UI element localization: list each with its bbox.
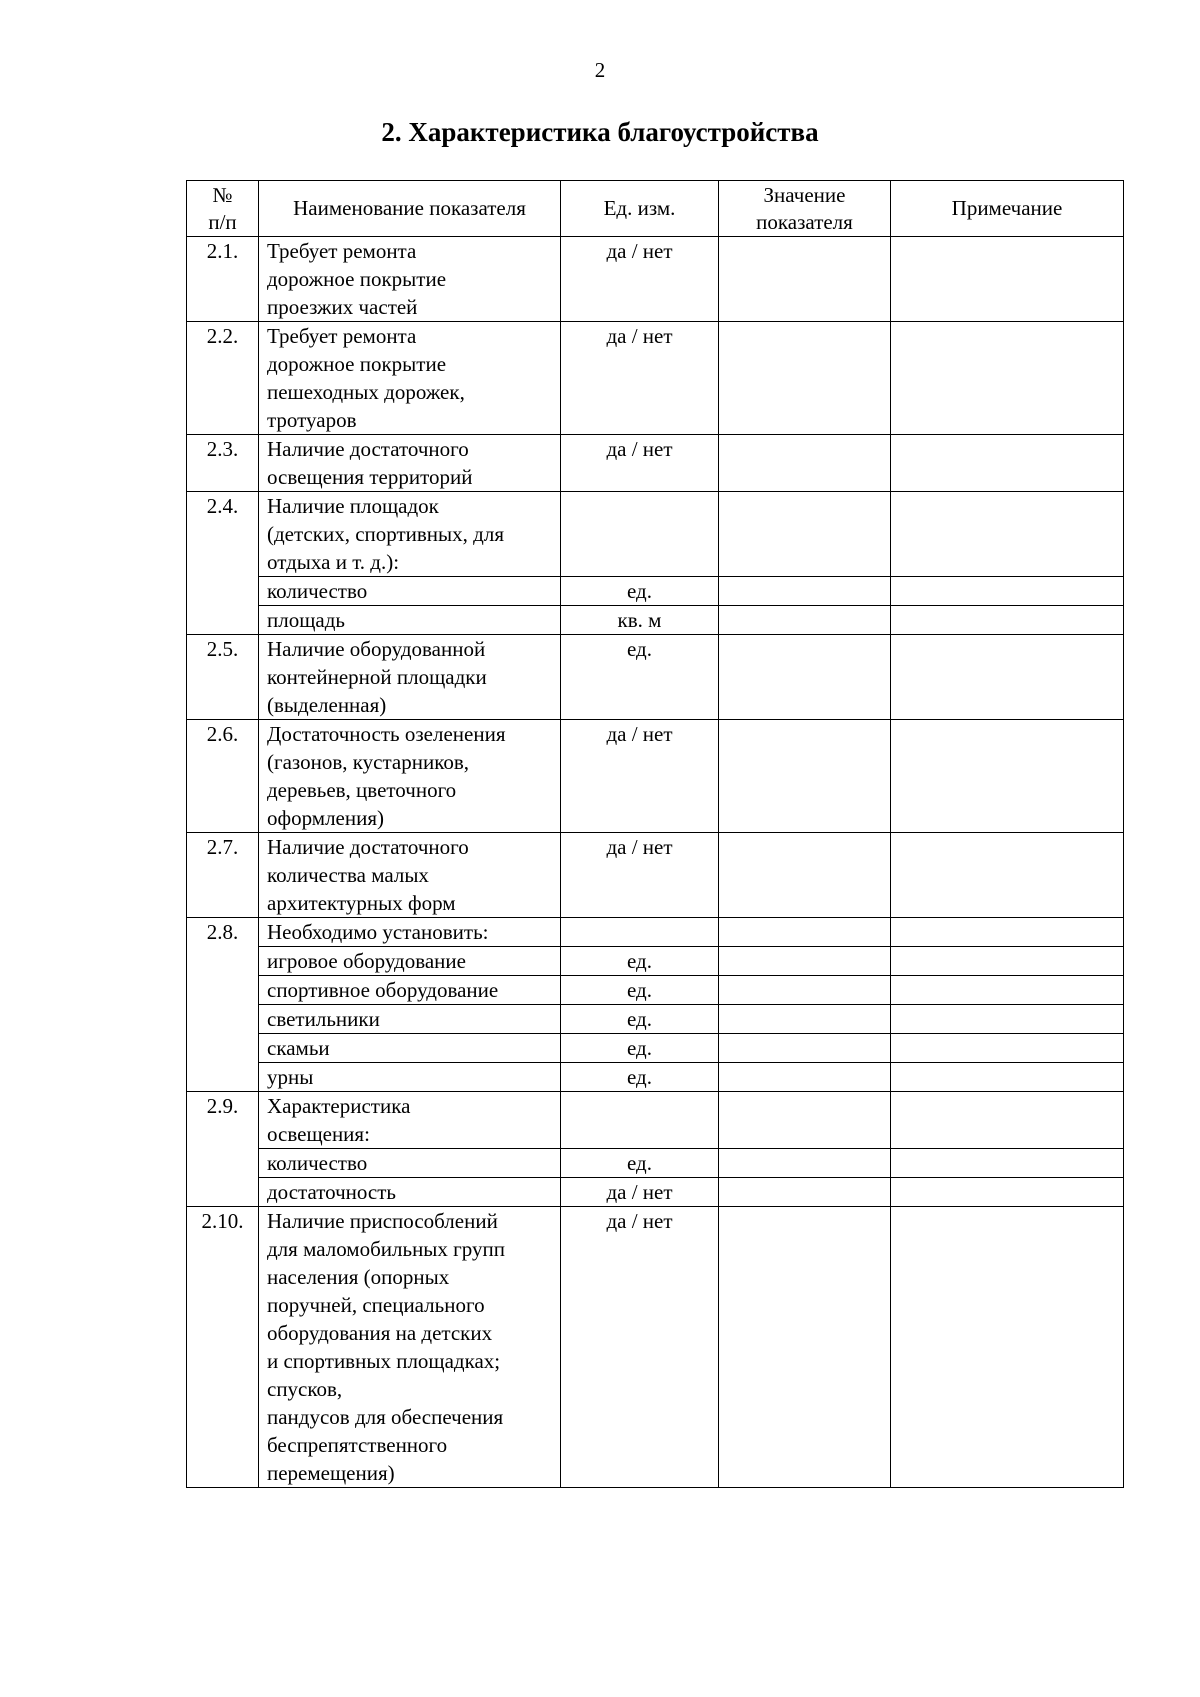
header-note: Примечание [891,181,1124,237]
indicator-name-cell: Наличие оборудованной контейнерной площадки (выделенная) [259,635,561,720]
note-cell [891,322,1124,435]
table-header-row [187,181,1124,237]
table-row [187,635,1124,720]
note-cell [891,492,1124,577]
note-cell [891,1149,1124,1178]
indicator-name-cell: игровое оборудование [259,947,561,976]
characteristics-table [186,180,1124,1488]
note-cell [891,237,1124,322]
unit-cell [561,1092,719,1149]
note-cell [891,976,1124,1005]
table-row [187,918,1124,947]
indicator-name-cell: скамьи [259,1034,561,1063]
unit-cell: да / нет [561,435,719,492]
table-row [187,1178,1124,1207]
unit-cell: ед. [561,1034,719,1063]
note-cell [891,606,1124,635]
row-number: 2.1. [187,237,259,322]
table-row [187,720,1124,833]
note-cell [891,1063,1124,1092]
page-number: 2 [594,58,606,82]
table-row [187,606,1124,635]
value-cell [719,918,891,947]
row-number: 2.7. [187,833,259,918]
value-cell [719,1207,891,1488]
table-row [187,1034,1124,1063]
value-cell [719,1092,891,1149]
row-number: 2.3. [187,435,259,492]
note-cell [891,1092,1124,1149]
row-number: 2.6. [187,720,259,833]
row-number: 2.10. [187,1207,259,1488]
note-cell [891,947,1124,976]
value-cell [719,976,891,1005]
unit-cell: да / нет [561,322,719,435]
note-cell [891,577,1124,606]
row-number: 2.2. [187,322,259,435]
indicator-name-cell: Достаточность озеленения (газонов, кустарников, деревьев, цветочного оформления) [259,720,561,833]
value-cell [719,237,891,322]
page-title: 2. Характеристика благоустройства [381,117,819,147]
unit-cell: да / нет [561,1207,719,1488]
note-cell [891,918,1124,947]
value-cell [719,1149,891,1178]
indicator-name-cell: Необходимо установить: [259,918,561,947]
value-cell [719,947,891,976]
value-cell [719,435,891,492]
unit-cell: ед. [561,635,719,720]
note-cell [891,1005,1124,1034]
indicator-name-cell: количество [259,1149,561,1178]
unit-cell: ед. [561,1149,719,1178]
row-number: 2.4. [187,492,259,635]
indicator-name-cell: светильники [259,1005,561,1034]
indicator-name-cell: площадь [259,606,561,635]
unit-cell [561,918,719,947]
indicator-name-cell: урны [259,1063,561,1092]
value-cell [719,1178,891,1207]
unit-cell: ед. [561,947,719,976]
value-cell [719,492,891,577]
unit-cell: ед. [561,577,719,606]
table-row [187,577,1124,606]
indicator-name-cell: спортивное оборудование [259,976,561,1005]
table-row [187,492,1124,577]
unit-cell: ед. [561,1063,719,1092]
note-cell [891,1178,1124,1207]
note-cell [891,720,1124,833]
value-cell [719,577,891,606]
table-row [187,322,1124,435]
header-number: № п/п [187,181,259,237]
table-row [187,1092,1124,1149]
unit-cell: да / нет [561,1178,719,1207]
header-unit: Ед. изм. [561,181,719,237]
value-cell [719,635,891,720]
row-number: 2.8. [187,918,259,1092]
value-cell [719,720,891,833]
header-indicator-name: Наименование показателя [259,181,561,237]
table-body [187,237,1124,1488]
indicator-name-cell: количество [259,577,561,606]
value-cell [719,1005,891,1034]
table-header [187,181,1124,237]
indicator-name-cell: достаточность [259,1178,561,1207]
value-cell [719,606,891,635]
unit-cell: ед. [561,976,719,1005]
table-row [187,435,1124,492]
indicator-name-cell: Требует ремонта дорожное покрытие проезжих частей [259,237,561,322]
table-row [187,1207,1124,1488]
indicator-name-cell: Наличие достаточного освещения территорий [259,435,561,492]
unit-cell: ед. [561,1005,719,1034]
table-row [187,1149,1124,1178]
unit-cell [561,492,719,577]
unit-cell: да / нет [561,720,719,833]
indicator-name-cell: Требует ремонта дорожное покрытие пешеходных дорожек, тротуаров [259,322,561,435]
value-cell [719,833,891,918]
note-cell [891,435,1124,492]
unit-cell: кв. м [561,606,719,635]
note-cell [891,833,1124,918]
note-cell [891,1207,1124,1488]
row-number: 2.9. [187,1092,259,1207]
indicator-name-cell: Наличие площадок (детских, спортивных, для отдыха и т. д.): [259,492,561,577]
value-cell [719,322,891,435]
value-cell [719,1034,891,1063]
table-row [187,1063,1124,1092]
table-row [187,947,1124,976]
row-number: 2.5. [187,635,259,720]
unit-cell: да / нет [561,833,719,918]
table-row [187,1005,1124,1034]
note-cell [891,1034,1124,1063]
indicator-name-cell: Наличие приспособлений для маломобильных групп населения (опорных поручней, специального оборудования на детских и спортивных площадках; спусков, пандусов для обеспечения беспрепятственного перемещения) [259,1207,561,1488]
table-row [187,833,1124,918]
table-row [187,237,1124,322]
value-cell [719,1063,891,1092]
indicator-name-cell: Характеристика освещения: [259,1092,561,1149]
table-row [187,976,1124,1005]
unit-cell: да / нет [561,237,719,322]
indicator-name-cell: Наличие достаточного количества малых архитектурных форм [259,833,561,918]
header-value: Значение показателя [719,181,891,237]
note-cell [891,635,1124,720]
